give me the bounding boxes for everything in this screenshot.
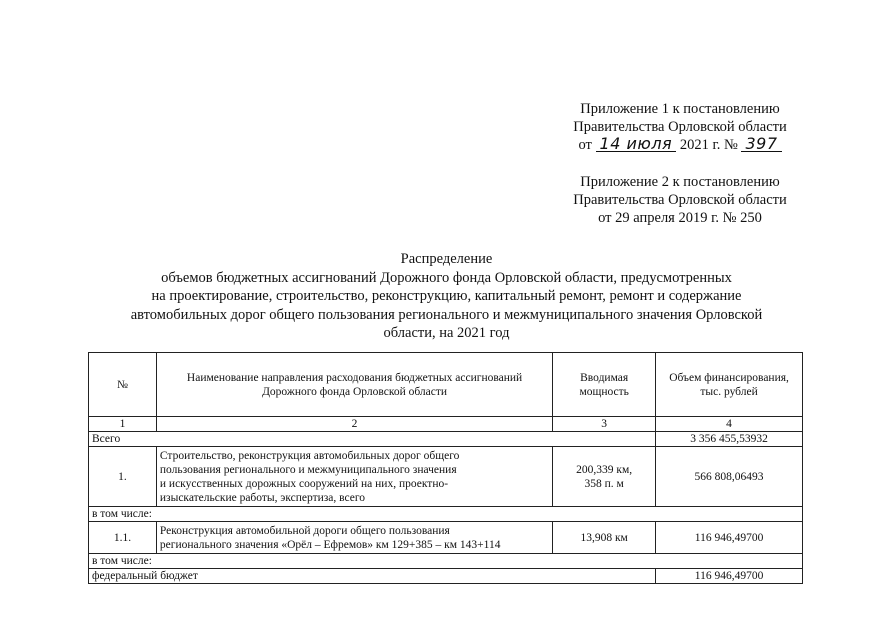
colnum-1: 1 [89,417,157,432]
federal-label: федеральный бюджет [89,569,656,584]
title-line1: Распределение [400,251,493,267]
including-row [89,507,803,522]
row1-capacity-line1: 200,339 км, [576,463,633,476]
document-title [0,250,893,343]
row11-amount: 116 946,49700 [656,522,803,554]
row1-capacity [553,447,656,507]
header-amount-line1: Объем финансирования, [669,371,789,384]
row1-num: 1. [89,447,157,507]
including-row [89,554,803,569]
row11-name-line2: регионального значения «Орёл – Ефремов» км 129+385 – км 143+114 [159,538,501,551]
appendix-1-line3 [560,136,800,154]
total-amount: 3 356 455,53932 [656,432,803,447]
header-capacity-line2: мощность [579,385,629,398]
federal-amount: 116 946,49700 [656,569,803,584]
header-name [156,353,552,417]
budget-table [88,352,803,584]
title-line3: на проектирование, строительство, реконструкцию, капитальный ремонт, ремонт и содержание [151,288,742,304]
appendix-1-line1: Приложение 1 к постановлению [580,101,780,117]
including-label-1: в том числе: [89,507,803,522]
header-amount-line2: тыс. рублей [700,385,758,398]
header-name-line2: Дорожного фонда Орловской области [262,385,448,398]
header-name-line1: Наименование направления расходования бюджетных ассигнований [186,371,523,384]
row1-name-line3: и искусственных дорожных сооружений на них, проектно- [159,477,449,490]
appendix-1-header [560,100,800,154]
title-line5: области, на 2021 год [383,325,510,341]
title-line2: объемов бюджетных ассигнований Дорожного фонда Орловской области, предусмотренных [161,269,732,286]
row1-name-line1: Строительство, реконструкция автомобильных дорог общего [159,449,460,462]
title-line4: автомобильных дорог общего пользования регионального и межмуниципального значения Орловской [130,306,763,323]
row1-name-line2: пользования регионального и межмуниципального значения [159,463,457,476]
column-numbers-row [89,417,803,432]
federal-row [89,569,803,584]
table-row [89,522,803,554]
table-header-row [89,353,803,417]
appendix-1-year: 2021 г. № [679,137,738,153]
appendix-2-header [555,173,805,227]
appendix-2-line2: Правительства Орловской области [573,192,787,208]
row1-name-line4: изыскательские работы, экспертиза, всего [159,491,366,504]
row1-amount: 566 808,06493 [656,447,803,507]
handwritten-number: 397 [741,137,781,152]
table-row [89,447,803,507]
total-row [89,432,803,447]
row11-name [156,522,552,554]
colnum-4: 4 [656,417,803,432]
appendix-2-line3: от 29 апреля 2019 г. № 250 [598,210,762,226]
row11-capacity: 13,908 км [553,522,656,554]
header-capacity-line1: Вводимая [580,371,629,384]
colnum-3: 3 [553,417,656,432]
appendix-1-line2: Правительства Орловской области [573,119,787,135]
including-label-2: в том числе: [89,554,803,569]
header-amount [656,353,803,417]
row11-name-line1: Реконструкция автомобильной дороги общего пользования [159,524,450,537]
row1-capacity-line2: 358 п. м [584,477,624,490]
header-capacity [553,353,656,417]
total-label: Всего [89,432,656,447]
header-num: № [89,353,157,417]
colnum-2: 2 [156,417,552,432]
row1-name [156,447,552,507]
appendix-1-date-prefix: от [578,137,592,153]
row11-num: 1.1. [89,522,157,554]
handwritten-date: 14 июля [596,137,677,152]
appendix-2-line1: Приложение 2 к постановлению [580,174,780,190]
